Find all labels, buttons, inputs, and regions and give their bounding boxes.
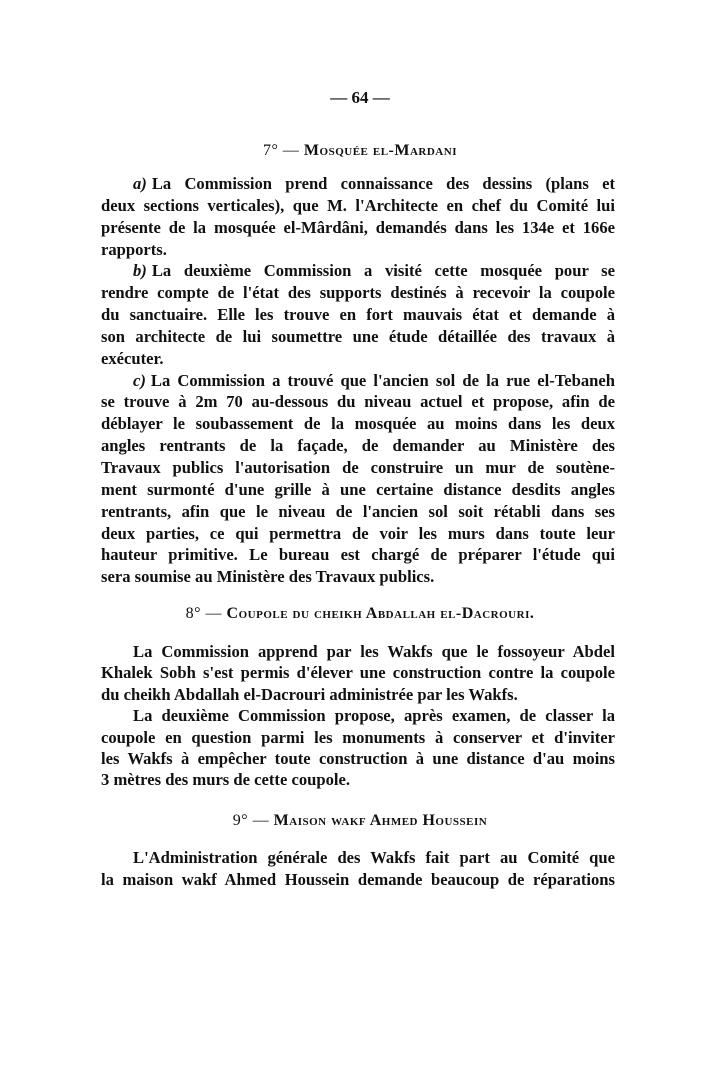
- section-body-8: [101, 641, 615, 791]
- line-text: présente de la mosquée el-Mârdâni, demandés dans les 134e et 166e: [101, 217, 615, 237]
- text-line: [101, 662, 615, 683]
- section-number: 7° —: [263, 142, 300, 159]
- section-heading-9: [0, 812, 720, 830]
- line-text: 3 mètres des murs de cette coupole.: [101, 770, 350, 790]
- line-text: La Commission a trouvé que l'ancien sol de la rue el-Tebaneh: [150, 370, 615, 390]
- line-text: Travaux publics l'autorisation de construire un mur de soutène-: [101, 457, 615, 477]
- line-text: deux parties, ce qui permettra de voir les murs dans toute leur: [101, 523, 615, 543]
- section-title: Mosquée el-Mardani: [303, 142, 457, 159]
- text-line: [101, 523, 615, 545]
- line-text: deux sections verticales), que M. l'Architecte en chef du Comité lui: [101, 195, 615, 215]
- text-line: [101, 217, 615, 239]
- paragraph-label: a): [133, 174, 147, 193]
- line-text: rapports.: [101, 239, 167, 259]
- text-line: [101, 370, 615, 392]
- line-text: La Commission prend connaissance des dessins (plans et: [151, 174, 615, 193]
- paragraph-label: b): [133, 261, 147, 281]
- line-text: Khalek Sobh s'est permis d'élever une construction contre la coupole: [101, 663, 615, 683]
- section-title: Maison wakf Ahmed Houssein: [273, 812, 488, 829]
- line-text: les Wakfs à empêcher toute construction à une distance d'au moins: [101, 748, 615, 768]
- text-line: [101, 435, 615, 457]
- section-number: 9° —: [232, 812, 270, 829]
- line-text: la maison wakf Ahmed Houssein demande beaucoup de réparations: [101, 869, 615, 889]
- line-text: rendre compte de l'état des supports destinés à recevoir la coupole: [101, 283, 615, 303]
- text-line: [101, 195, 615, 217]
- line-text: La deuxième Commission propose, après examen, de classer la: [133, 706, 615, 726]
- text-line: [101, 869, 615, 891]
- text-line: [101, 847, 615, 869]
- section-body-7: [101, 173, 615, 588]
- line-text: L'Administration générale des Wakfs fait part au Comité que: [133, 848, 615, 867]
- text-line: [101, 769, 615, 790]
- section-heading-8: [0, 605, 720, 623]
- text-line: [101, 748, 615, 769]
- text-line: [101, 479, 615, 501]
- text-line: [101, 641, 615, 662]
- section-heading-7: [0, 142, 720, 160]
- text-line: [101, 566, 615, 588]
- text-line: [101, 544, 615, 566]
- text-line: [101, 727, 615, 748]
- line-text: se trouve à 2m 70 au-dessous du niveau actuel et propose, afin de: [101, 392, 615, 412]
- text-line: [101, 326, 615, 348]
- page-number: — 64 —: [330, 88, 390, 107]
- line-text: angles rentrants de la façade, de demander au Ministère des: [101, 436, 615, 456]
- line-text: du cheikh Abdallah el-Dacrouri administrée par les Wakfs.: [101, 684, 518, 704]
- line-text: ment surmonté d'une grille à une certaine distance desdits angles: [101, 479, 615, 499]
- text-line: [101, 348, 615, 370]
- line-text: déblayer le soubassement de la mosquée au moins dans les deux: [101, 414, 615, 434]
- line-text: du sanctuaire. Elle les trouve en fort mauvais état et demande à: [101, 305, 615, 325]
- text-line: [101, 705, 615, 726]
- line-text: exécuter.: [101, 348, 164, 368]
- text-line: [101, 457, 615, 479]
- line-text: sera soumise au Ministère des Travaux publics.: [101, 567, 435, 587]
- section-number: 8° —: [185, 605, 223, 622]
- line-text: coupole en question parmi les monuments à conserver et d'inviter: [101, 727, 615, 747]
- text-line: [101, 304, 615, 326]
- text-line: [101, 282, 615, 304]
- section-body-9: [101, 847, 615, 891]
- line-text: hauteur primitive. Le bureau est chargé de préparer l'étude qui: [101, 545, 615, 565]
- text-line: [101, 684, 615, 705]
- line-text: son architecte de lui soumettre une étude détaillée des travaux à: [101, 326, 615, 346]
- line-text: La Commission apprend par les Wakfs que le fossoyeur Abdel: [133, 642, 615, 661]
- line-text: rentrants, afin que le niveau de l'ancien sol soit rétabli dans ses: [101, 501, 615, 521]
- text-line: [101, 173, 615, 195]
- text-line: [101, 260, 615, 282]
- section-title: Coupole du cheikh Abdallah el-Dacrouri.: [226, 605, 535, 622]
- line-text: La deuxième Commission a visité cette mosquée pour se: [151, 261, 615, 281]
- paragraph-label: c): [133, 370, 146, 390]
- text-line: [101, 391, 615, 413]
- text-line: [101, 501, 615, 523]
- text-line: [101, 239, 615, 261]
- text-line: [101, 413, 615, 435]
